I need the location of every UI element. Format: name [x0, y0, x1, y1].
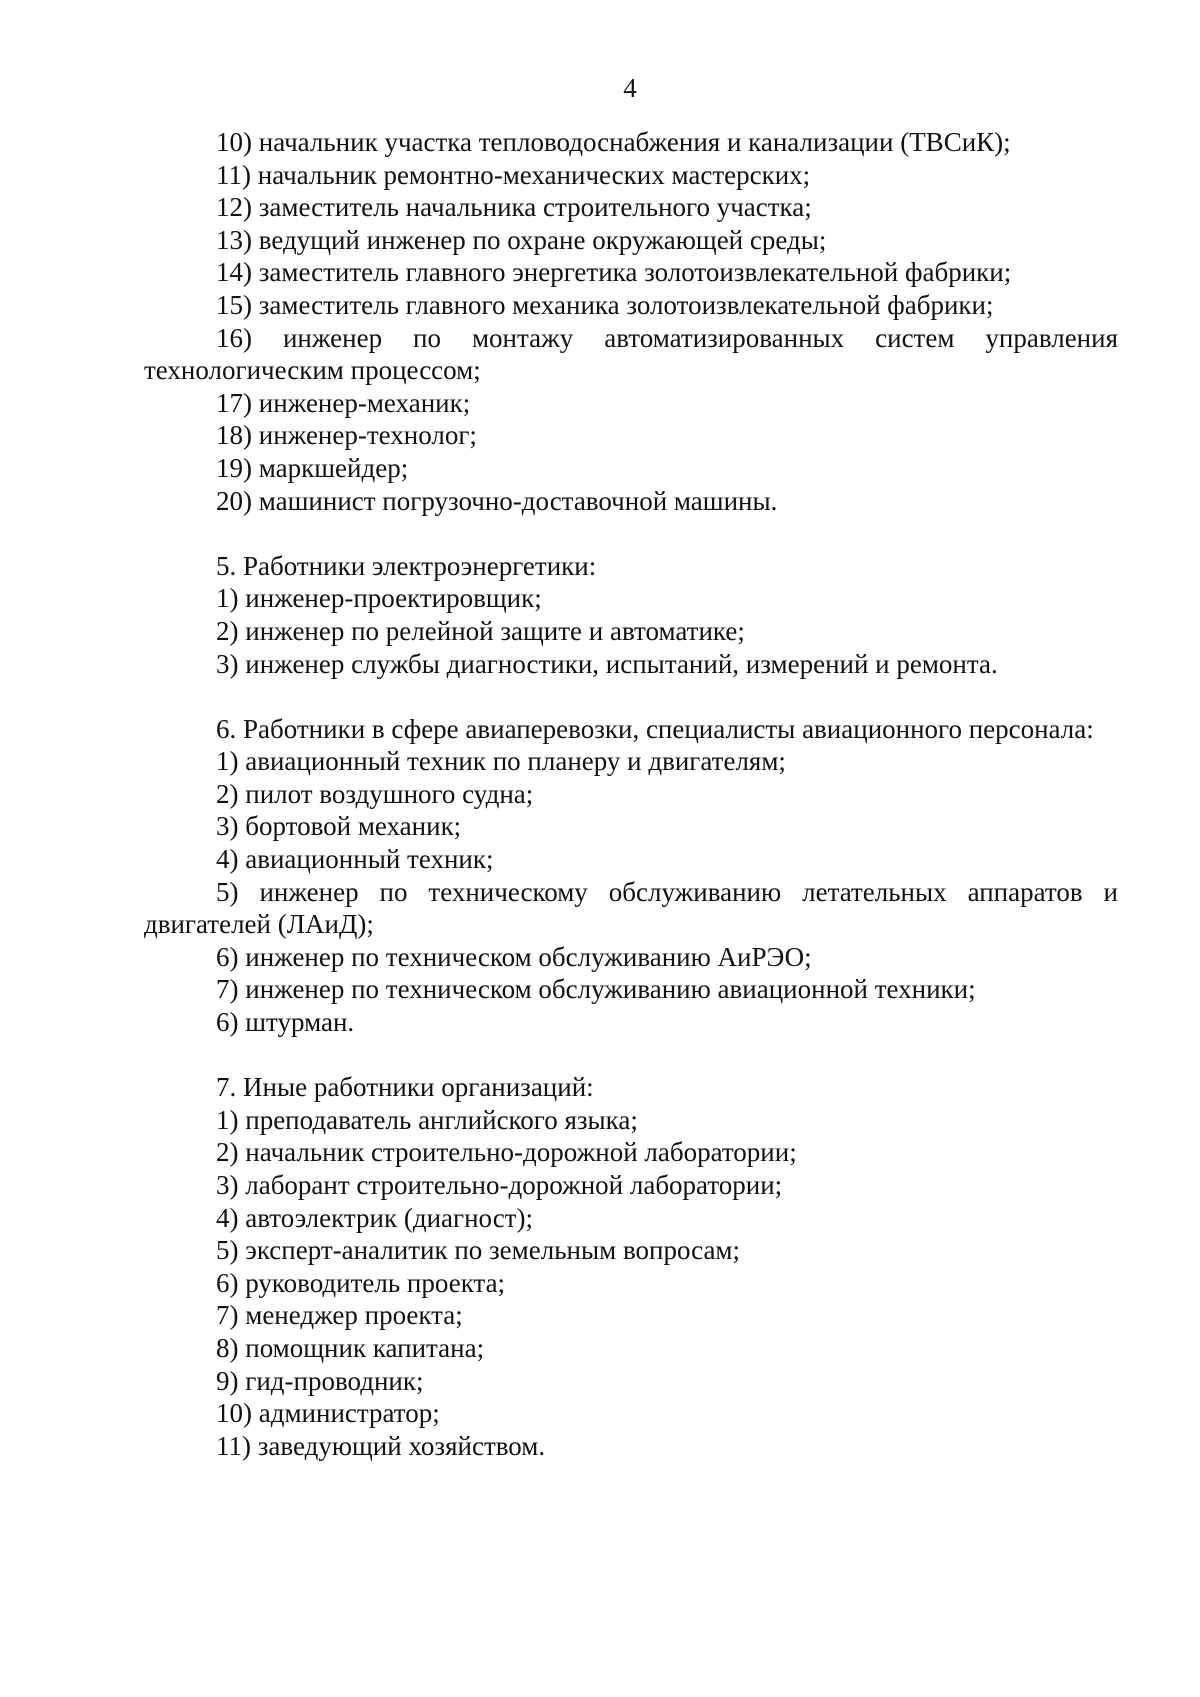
list-item: 15) заместитель главного механика золотоизвлекательной фабрики;: [216, 289, 994, 320]
paragraph-spacer: [144, 517, 1118, 550]
section-6: [144, 713, 1118, 1039]
list-item: 13) ведущий инженер по охране окружающей среды;: [216, 224, 827, 255]
section-5: [144, 550, 1118, 680]
paragraph-spacer: [144, 680, 1118, 713]
list-item: 10) администратор;: [216, 1398, 440, 1429]
list-item: 20) машинист погрузочно-доставочной машины.: [216, 485, 778, 516]
list-item: 3) лаборант строительно-дорожной лаборатории;: [216, 1170, 783, 1200]
list-item: 11) заведующий хозяйством.: [216, 1430, 546, 1461]
list-item: 3) бортовой механик;: [216, 811, 462, 842]
list-item: 8) помощник капитана;: [216, 1332, 485, 1363]
list-item: 6) инженер по техническом обслуживанию АиРЭО;: [216, 941, 812, 972]
list-item: 11) начальник ремонтно-механических мастерских;: [216, 159, 811, 190]
list-item: 6) руководитель проекта;: [216, 1267, 506, 1298]
list-item: 3) инженер службы диагностики, испытаний, измерений и ремонта.: [216, 648, 998, 679]
list-item: 16) инженер по монтажу автоматизированных систем управления технологическим процессом;: [144, 322, 1118, 386]
list-item: 2) начальник строительно-дорожной лаборатории;: [216, 1137, 797, 1168]
section-7: [144, 1071, 1118, 1462]
list-item: 5) эксперт-аналитик по земельным вопросам;: [216, 1235, 741, 1266]
list-item: 4) авиационный техник;: [216, 844, 494, 875]
paragraph-spacer: [144, 1039, 1118, 1072]
list-item: 5) инженер по техническому обслуживанию летательных аппаратов и двигателей (ЛАиД);: [144, 876, 1118, 940]
section-heading: 7. Иные работники организаций:: [216, 1072, 594, 1103]
list-item: 18) инженер-технолог;: [216, 420, 477, 451]
list-item: 12) заместитель начальника строительного участка;: [216, 192, 812, 223]
list-item: 1) авиационный техник по планеру и двигателям;: [216, 746, 786, 777]
section-heading: 5. Работники электроэнергетики:: [216, 550, 597, 581]
list-item: 1) инженер-проектировщик;: [216, 583, 542, 614]
list-item: 2) пилот воздушного судна;: [216, 778, 534, 809]
document-body: [144, 126, 1118, 1462]
list-item: 9) гид-проводник;: [216, 1365, 424, 1396]
list-item: 2) инженер по релейной защите и автоматике;: [216, 615, 745, 646]
list-item: 10) начальник участка тепловодоснабжения и канализации (ТВСиК);: [216, 127, 1011, 157]
list-item: 7) инженер по техническом обслуживанию авиационной техники;: [216, 974, 976, 1005]
list-item: 19) маркшейдер;: [216, 452, 409, 483]
list-item: 17) инженер-механик;: [216, 387, 471, 418]
section-4-continued-list: [144, 126, 1118, 517]
list-item: 1) преподаватель английского языка;: [216, 1104, 638, 1135]
list-item: 14) заместитель главного энергетика золотоизвлекательной фабрики;: [216, 257, 1012, 288]
list-item: 4) автоэлектрик (диагност);: [216, 1202, 533, 1233]
list-item: 6) штурман.: [216, 1007, 355, 1038]
section-heading: 6. Работники в сфере авиаперевозки, специалисты авиационного персонала:: [216, 713, 1094, 744]
page-number: 4: [623, 73, 637, 103]
list-item: 7) менеджер проекта;: [216, 1300, 463, 1331]
